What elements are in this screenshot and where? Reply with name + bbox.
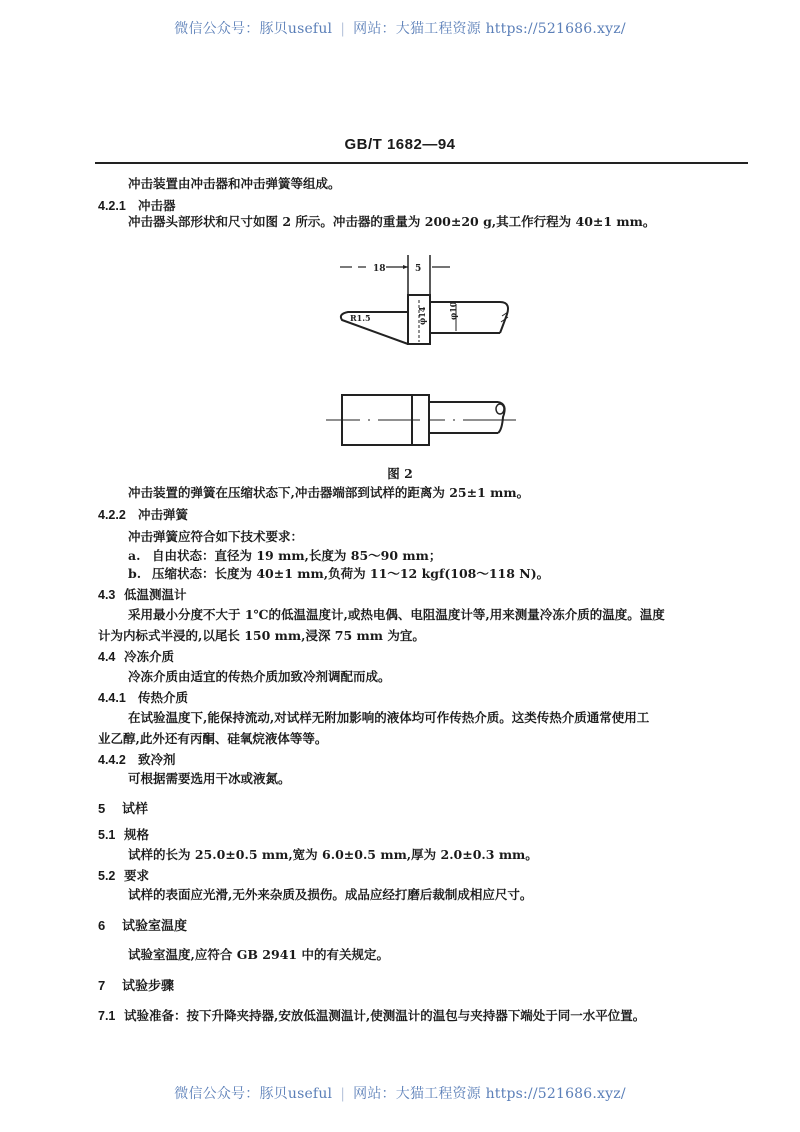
section-number: 7.1 bbox=[98, 1009, 116, 1023]
section-5-2-heading bbox=[98, 868, 149, 884]
list-item-a bbox=[128, 548, 441, 564]
dim-5: 5 bbox=[415, 264, 422, 274]
section-7-1-paragraph bbox=[98, 1008, 645, 1024]
section-7-heading bbox=[98, 978, 174, 995]
impactor-top-drawing bbox=[320, 390, 540, 450]
list-text: 自由状态：直径为 19 mm,长度为 85～90 mm； bbox=[152, 548, 442, 563]
section-4-4-2-heading bbox=[98, 752, 176, 768]
section-number: 6 bbox=[98, 918, 106, 933]
section-4-3-text-line-1: 采用最小分度不大于 1℃的低温温度计,或热电偶、电阻温度计等,用来测量冷冻介质的温度。温度 bbox=[128, 607, 665, 622]
dim-r1-5: R1.5 bbox=[350, 313, 371, 323]
section-number: 4.4 bbox=[98, 650, 116, 664]
section-5-1-heading bbox=[98, 827, 149, 843]
watermark-top bbox=[0, 18, 800, 38]
watermark-website: 网站：大猫工程资源 https://521686.xyz/ bbox=[353, 21, 626, 37]
section-4-2-1-heading bbox=[98, 198, 176, 214]
section-4-3-text-line-2: 计为内标式半浸的,以尾长 150 mm,浸深 75 mm 为宜。 bbox=[98, 628, 425, 643]
list-item-b bbox=[128, 566, 549, 582]
list-label: b. bbox=[128, 566, 142, 581]
watermark-separator: | bbox=[340, 21, 346, 37]
figure-2-top-view bbox=[320, 390, 540, 450]
standard-number-header: GB/T 1682—94 bbox=[344, 136, 456, 153]
section-6-text: 试验室温度,应符合 GB 2941 中的有关规定。 bbox=[128, 947, 389, 962]
section-title: 冷冻介质 bbox=[124, 649, 175, 664]
section-5-1-text: 试样的长为 25.0±0.5 mm,宽为 6.0±0.5 mm,厚为 2.0±0.3 mm。 bbox=[128, 847, 538, 862]
section-number: 4.2.1 bbox=[98, 199, 126, 213]
intro-paragraph: 冲击装置由冲击器和冲击弹簧等组成。 bbox=[128, 176, 341, 191]
section-number: 4.4.2 bbox=[98, 753, 126, 767]
section-title: 试验室温度 bbox=[122, 919, 188, 934]
section-4-4-1-heading bbox=[98, 690, 188, 706]
section-4-4-heading bbox=[98, 649, 174, 665]
section-title: 冲击弹簧 bbox=[138, 507, 189, 522]
section-title: 致冷剂 bbox=[138, 752, 176, 767]
impactor-side-drawing bbox=[320, 250, 540, 350]
watermark-separator: | bbox=[340, 1086, 346, 1102]
figure-2-side-view bbox=[320, 250, 540, 350]
figure-caption: 图 2 bbox=[387, 466, 413, 481]
watermark-website: 网站：大猫工程资源 https://521686.xyz/ bbox=[353, 1086, 626, 1102]
section-number: 4.2.2 bbox=[98, 508, 126, 522]
section-5-2-text: 试样的表面应光滑,无外来杂质及损伤。成品应经打磨后裁制成相应尺寸。 bbox=[128, 887, 533, 902]
section-title: 试样 bbox=[122, 802, 149, 817]
dim-phi10: φ10 bbox=[448, 301, 458, 320]
section-6-heading bbox=[98, 918, 187, 935]
section-4-4-2-text: 可根据需要选用干冰或液氮。 bbox=[128, 771, 291, 786]
list-label: a. bbox=[128, 548, 141, 563]
section-title: 试验步骤 bbox=[122, 979, 175, 994]
section-text: 试验准备：按下升降夹持器,安放低温测温计,使测温计的温包与夹持器下端处于同一水平位置。 bbox=[124, 1008, 646, 1023]
section-4-2-2-text: 冲击弹簧应符合如下技术要求： bbox=[128, 529, 304, 544]
section-number: 5 bbox=[98, 801, 106, 816]
dim-18: 18 bbox=[373, 264, 386, 274]
section-number: 5.2 bbox=[98, 869, 116, 883]
section-number: 4.4.1 bbox=[98, 691, 126, 705]
section-number: 4.3 bbox=[98, 588, 116, 602]
section-4-2-2-heading bbox=[98, 507, 188, 523]
header-rule bbox=[95, 162, 748, 164]
watermark-wechat: 微信公众号：豚贝useful bbox=[174, 1086, 333, 1102]
after-figure-paragraph: 冲击装置的弹簧在压缩状态下,冲击器端部到试样的距离为 25±1 mm。 bbox=[128, 485, 530, 500]
section-4-3-heading bbox=[98, 587, 187, 603]
watermark-wechat: 微信公众号：豚贝useful bbox=[174, 21, 333, 37]
dim-phi14: φ14 bbox=[417, 306, 427, 325]
section-title: 要求 bbox=[124, 868, 150, 883]
section-4-4-1-text-line-2: 业乙醇,此外还有丙酮、硅氧烷液体等等。 bbox=[98, 731, 328, 746]
list-text: 压缩状态：长度为 40±1 mm,负荷为 11～12 kgf(108～118 N)。 bbox=[152, 566, 550, 581]
section-number: 7 bbox=[98, 978, 106, 993]
section-number: 5.1 bbox=[98, 828, 116, 842]
section-title: 低温测温计 bbox=[124, 587, 187, 602]
section-4-2-1-text: 冲击器头部形状和尺寸如图 2 所示。冲击器的重量为 200±20 g,其工作行程为 40±1 mm。 bbox=[128, 214, 656, 229]
section-4-4-1-text-line-1: 在试验温度下,能保持流动,对试样无附加影响的液体均可作传热介质。这类传热介质通常使用工 bbox=[128, 710, 650, 725]
section-title: 规格 bbox=[124, 827, 150, 842]
watermark-bottom bbox=[0, 1083, 800, 1103]
section-4-4-text: 冷冻介质由适宜的传热介质加致冷剂调配而成。 bbox=[128, 669, 391, 684]
section-title: 冲击器 bbox=[138, 198, 176, 213]
section-5-heading bbox=[98, 801, 148, 818]
section-title: 传热介质 bbox=[138, 690, 189, 705]
